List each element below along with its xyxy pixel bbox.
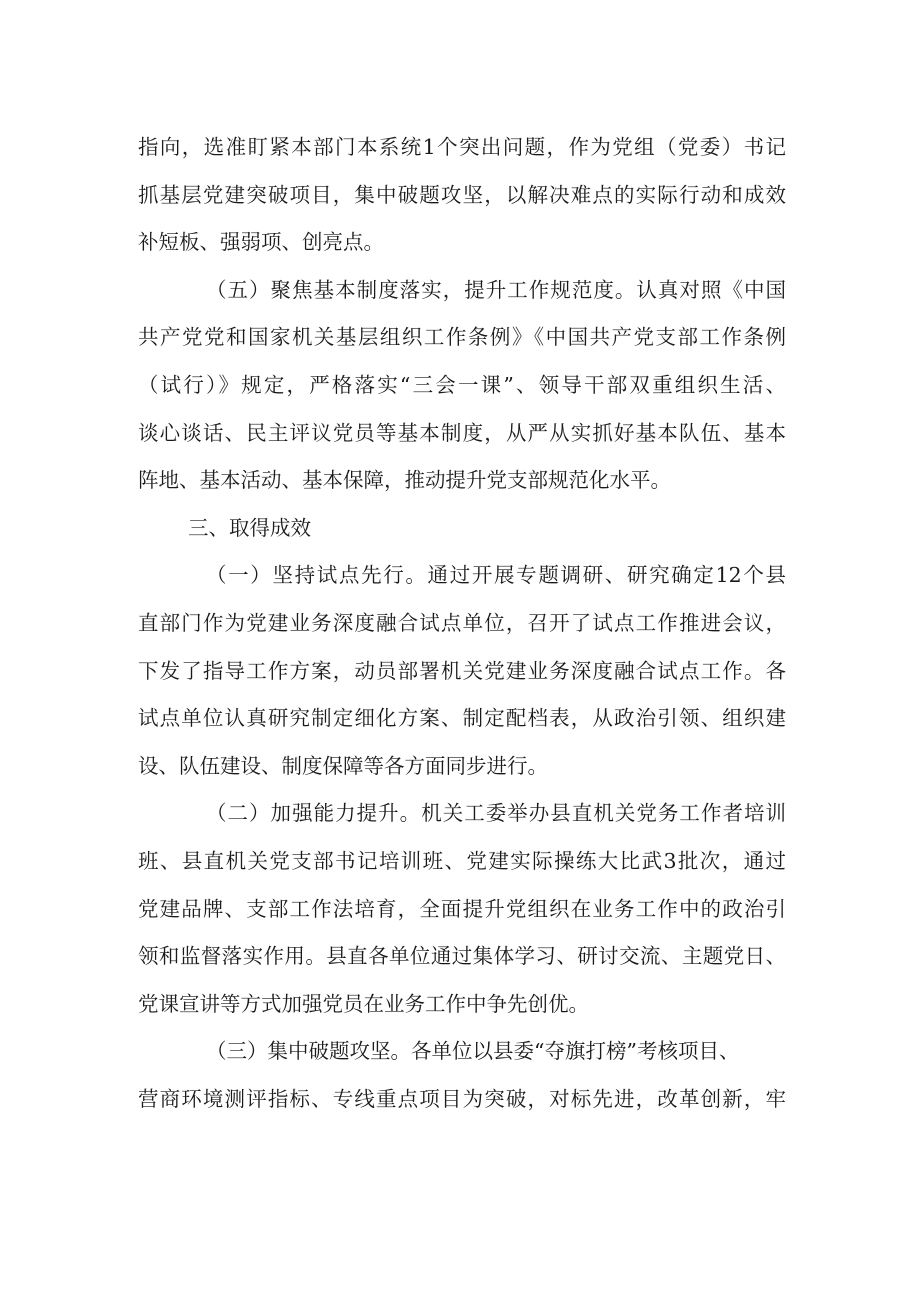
- text-line: 下发了指导工作方案，动员部署机关党建业务深度融合试点工作。各: [138, 658, 786, 683]
- text-line: （三）集中破题攻坚。各单位以县委“夺旗打榜”考核项目、: [206, 1039, 740, 1064]
- text-line: 设、队伍建设、制度保障等各方面同步进行。: [138, 753, 548, 778]
- paragraph: [138, 267, 786, 505]
- text-line: （一）坚持试点先行。通过开展专题调研、研究确定12个县: [206, 563, 786, 588]
- paragraph: [138, 552, 786, 790]
- text-line: 抓基层党建突破项目，集中破题攻坚，以解决难点的实际行动和成效: [138, 182, 786, 207]
- document-body: [138, 124, 786, 1123]
- text-line: 共产党党和国家机关基层组织工作条例》《中国共产党支部工作条例: [138, 325, 786, 350]
- text-line: 班、县直机关党支部书记培训班、党建实际操练大比武3批次，通过: [138, 848, 786, 873]
- text-line: 党建品牌、支部工作法培育，全面提升党组织在业务工作中的政治引: [138, 896, 786, 921]
- heading-text: 三、取得成效: [188, 515, 311, 540]
- text-line: （二）加强能力提升。机关工委举办县直机关党务工作者培训: [206, 801, 786, 826]
- text-line: 党课宣讲等方式加强党员在业务工作中争先创优。: [138, 991, 589, 1016]
- paragraph: [138, 124, 786, 267]
- text-line: 直部门作为党建业务深度融合试点单位，召开了试点工作推进会议，: [138, 610, 786, 635]
- text-line: （五）聚焦基本制度落实，提升工作规范度。认真对照《中国: [206, 277, 786, 302]
- text-line: 指向，选准盯紧本部门本系统1个突出问题，作为党组（党委）书记: [138, 135, 786, 159]
- text-line: 试点单位认真研究制定细化方案、制定配档表，从政治引领、组织建: [138, 706, 786, 731]
- text-line: 补短板、强弱项、创亮点。: [138, 230, 384, 255]
- section-heading: [138, 505, 786, 553]
- text-line: 阵地、基本活动、基本保障，推动提升党支部规范化水平。: [138, 468, 671, 493]
- text-line: 领和监督落实作用。县直各单位通过集体学习、研讨交流、主题党日、: [138, 944, 786, 969]
- text-line: 营商环境测评指标、专线重点项目为突破，对标先进，改革创新，牢: [138, 1086, 786, 1111]
- text-line: （试行）》规定，严格落实“三会一课”、领导干部双重组织生活、: [138, 372, 786, 397]
- text-line: 谈心谈话、民主评议党员等基本制度，从严从实抓好基本队伍、基本: [138, 420, 786, 445]
- paragraph: [138, 790, 786, 1028]
- paragraph: [138, 1028, 786, 1123]
